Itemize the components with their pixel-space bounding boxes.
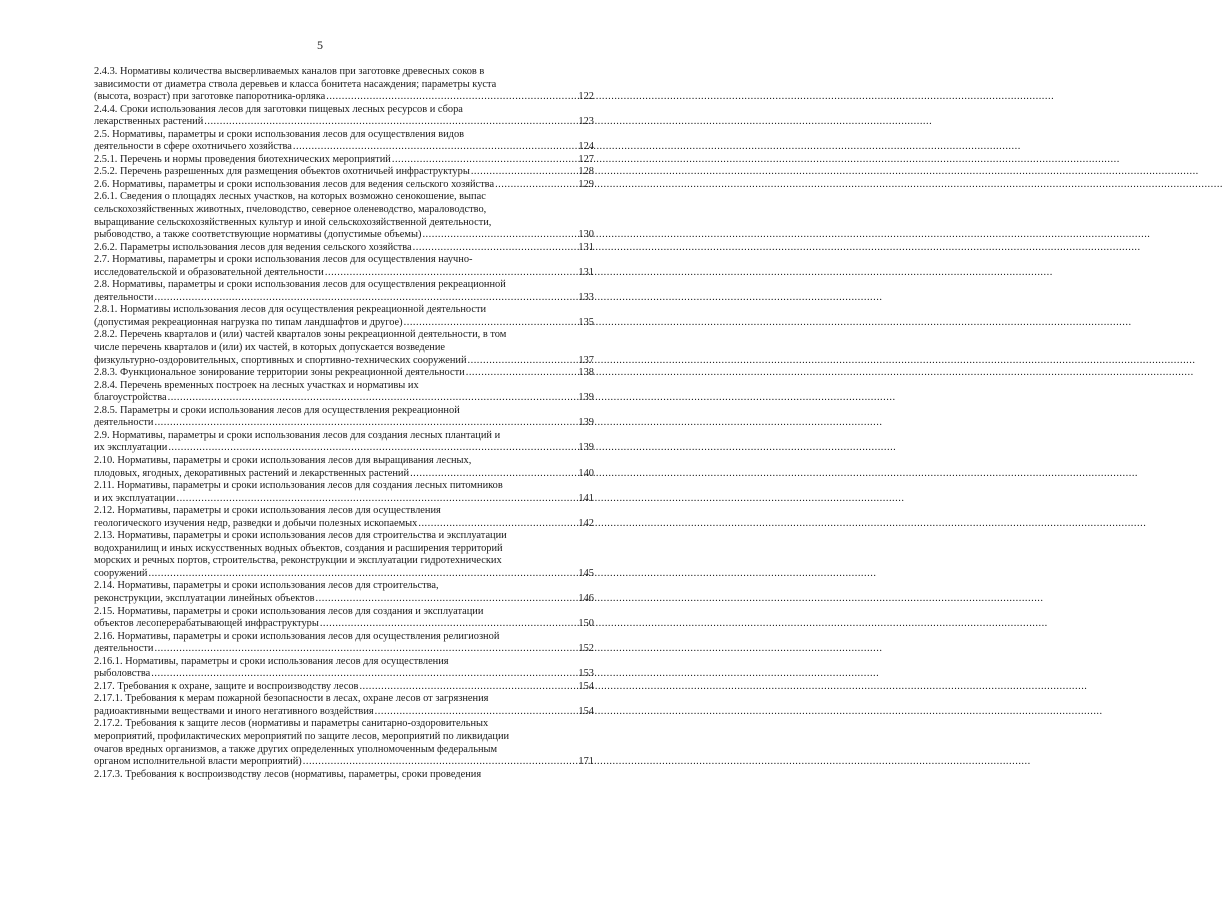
toc-entry [94, 681, 594, 694]
toc-entry [94, 329, 594, 367]
toc-entry-line: деятельности [94, 417, 154, 429]
dot-leader [495, 179, 566, 192]
toc-page-number: 137 [578, 354, 594, 366]
dot-leader [422, 229, 566, 242]
toc-entry-line: физкультурно-оздоровительных, спортивных и спортивно-технических сооружений [94, 354, 467, 366]
toc-entry [94, 129, 594, 154]
dot-leader [154, 643, 566, 656]
toc-entry [94, 580, 594, 605]
toc-entry-line: геологического изучения недр, разведки и добычи полезных ископаемых [94, 517, 418, 529]
toc-entry-line: 2.17.3. Требования к воспроизводству лесов (нормативы, параметры, сроки проведения [94, 768, 482, 780]
toc-entry-line: 2.8. Нормативы, параметры и сроки использования лесов для осуществления рекреационной [94, 279, 506, 291]
toc-entry [94, 505, 594, 530]
dot-leader [154, 417, 566, 430]
dot-leader [316, 593, 566, 606]
toc-entry-line: 2.10. Нормативы, параметры и сроки использования лесов для выращивания лесных, [94, 454, 472, 466]
toc-entry-line: 2.12. Нормативы, параметры и сроки использования лесов для осуществления [94, 505, 441, 517]
toc-entry-line: 2.16. Нормативы, параметры и сроки использования лесов для осуществления религиозной [94, 630, 500, 642]
toc-entry-line: 2.8.3. Функциональное зонирование территории зоны рекреационной деятельности [94, 367, 465, 379]
dot-leader [151, 668, 566, 681]
toc-entry-line: 2.17.2. Требования к защите лесов (нормативы и параметры санитарно-оздоровительных [94, 718, 489, 730]
toc-entry [94, 656, 594, 681]
dot-leader [168, 442, 566, 455]
toc-entry [94, 430, 594, 455]
toc-page-number: 139 [578, 442, 594, 454]
dot-leader [471, 166, 566, 179]
toc-page-number: 154 [578, 705, 594, 717]
dot-leader [413, 242, 566, 255]
toc-entry-line: 2.4.3. Нормативы количества высверливаемых каналов при заготовке древесных соков в [94, 66, 485, 77]
toc-entry-line: их эксплуатации [94, 442, 168, 454]
toc-entry-line: реконструкции, эксплуатации линейных объектов [94, 592, 315, 604]
dot-leader [325, 267, 566, 280]
toc-entry-line: деятельности [94, 291, 154, 303]
toc-entry-line: 2.16.1. Нормативы, параметры и сроки использования лесов для осуществления [94, 655, 449, 667]
toc-page-number: 139 [578, 417, 594, 429]
toc-entry [94, 66, 594, 104]
toc-entry-line: морских и речных портов, строительства, реконструкции и эксплуатации гидротехнических [94, 555, 502, 567]
dot-leader [148, 568, 566, 581]
toc-entry-line: плодовых, ягодных, декоративных растений и лекарственных растений [94, 467, 410, 479]
toc-page-number: 171 [578, 756, 594, 768]
toc-entry [94, 455, 594, 480]
toc-entry-line: 2.4.4. Сроки использования лесов для заготовки пищевых лесных ресурсов и сбора [94, 103, 463, 115]
dot-leader [326, 91, 566, 104]
toc-entry-line: 2.17. Требования к охране, защите и воспроизводству лесов [94, 680, 359, 692]
toc-entry-line: 2.8.5. Параметры и сроки использования лесов для осуществления рекреационной [94, 404, 460, 416]
toc-entry [94, 166, 594, 179]
toc-entry-line: 2.8.2. Перечень кварталов и (или) частей кварталов зоны рекреационной деятельности, в том [94, 329, 507, 341]
dot-leader [410, 468, 566, 481]
toc-page-number: 135 [578, 316, 594, 328]
toc-entry [94, 769, 594, 782]
toc-entry-line: мероприятий, профилактических мероприятий по защите лесов, мероприятий по ликвидации [94, 730, 510, 742]
toc-entry-line: 2.6. Нормативы, параметры и сроки использования лесов для ведения сельского хозяйства [94, 178, 495, 190]
toc-page-number: 129 [578, 178, 594, 190]
toc-entry-line: рыболовства [94, 668, 151, 680]
toc-page-number: 123 [578, 116, 594, 128]
toc-entry-line: 2.6.1. Сведения о площадях лесных участков, на которых возможно сенокошение, выпас [94, 191, 486, 203]
toc-page-number: 152 [578, 643, 594, 655]
toc-entry [94, 154, 594, 167]
toc-entry-line: рыбоводство, а также соответствующие нормативы (допустимые объемы) [94, 229, 422, 241]
toc-entry [94, 367, 594, 380]
toc-page-number: 124 [578, 141, 594, 153]
toc-entry [94, 693, 594, 718]
table-of-contents [94, 66, 594, 781]
toc-page-number: 154 [578, 680, 594, 692]
page-number: 5 [317, 38, 323, 52]
toc-entry-line: деятельности в сфере охотничьего хозяйства [94, 141, 292, 153]
toc-entry [94, 179, 594, 192]
toc-entry-line: 2.17.1. Требования к мерам пожарной безопасности в лесах, охране лесов от загрязнения [94, 693, 489, 705]
toc-entry-line: радиоактивными веществами и иного негативного воздействия [94, 705, 374, 717]
toc-page-number: 133 [578, 291, 594, 303]
toc-entry [94, 606, 594, 631]
toc-entry [94, 480, 594, 505]
toc-page-number: 139 [578, 392, 594, 404]
toc-entry-line: исследовательской и образовательной деятельности [94, 266, 324, 278]
toc-page-number: 127 [578, 153, 594, 165]
toc-page-number: 131 [578, 266, 594, 278]
dot-leader [466, 367, 566, 380]
dot-leader [359, 681, 566, 694]
dot-leader [418, 518, 566, 531]
toc-entry [94, 405, 594, 430]
toc-entry [94, 631, 594, 656]
toc-page-number: 150 [578, 618, 594, 630]
toc-entry-line: очагов вредных организмов, а также других определенных уполномоченным федеральным [94, 743, 498, 755]
toc-entry-line: 2.8.4. Перечень временных построек на лесных участках и нормативы их [94, 379, 419, 391]
toc-entry [94, 279, 594, 304]
toc-entry-line: органом исполнительной власти мероприятий) [94, 756, 302, 768]
toc-entry-line: водохранилищ и иных искусственных водных объектов, создания и расширения территорий [94, 542, 503, 554]
toc-page-number: 138 [578, 367, 594, 379]
toc-entry-line: числе перечень кварталов и (или) их частей, в которых допускается возведение [94, 342, 446, 354]
toc-entry-line: 2.7. Нормативы, параметры и сроки использования лесов для осуществления научно- [94, 254, 473, 266]
toc-entry-line: благоустройства [94, 392, 167, 404]
toc-entry [94, 242, 594, 255]
toc-page-number: 146 [578, 592, 594, 604]
toc-entry-line: и их эксплуатации [94, 492, 176, 504]
toc-page-number: 153 [578, 668, 594, 680]
toc-page-number: 122 [578, 91, 594, 103]
toc-entry [94, 530, 594, 580]
toc-entry [94, 254, 594, 279]
toc-entry-line: (высота, возраст) при заготовке папоротника-орляка [94, 91, 326, 103]
toc-entry [94, 104, 594, 129]
dot-leader [303, 756, 566, 769]
dot-leader [468, 355, 566, 368]
toc-entry-line: сооружений [94, 567, 148, 579]
toc-entry [94, 380, 594, 405]
toc-entry-line: выращивание сельскохозяйственных культур и иной сельскохозяйственной деятельности, [94, 216, 492, 228]
toc-entry [94, 718, 594, 768]
dot-leader [154, 292, 566, 305]
toc-page-number: 130 [578, 229, 594, 241]
toc-entry-line: 2.14. Нормативы, параметры и сроки использования лесов для строительства, [94, 580, 439, 592]
toc-entry-line: 2.15. Нормативы, параметры и сроки использования лесов для создания и эксплуатации [94, 605, 484, 617]
dot-leader [320, 618, 566, 631]
toc-entry-line: зависимости от диаметра ствола деревьев и класса бонитета насаждения; параметры куста [94, 78, 497, 90]
dot-leader [176, 493, 566, 506]
toc-page-number: 145 [578, 567, 594, 579]
dot-leader [404, 317, 566, 330]
toc-entry-line: 2.8.1. Нормативы использования лесов для осуществления рекреационной деятельности [94, 304, 487, 316]
dot-leader [168, 392, 566, 405]
dot-leader [204, 116, 566, 129]
toc-entry-line: сельскохозяйственных животных, пчеловодство, северное оленеводство, мараловодство, [94, 204, 487, 216]
toc-entry-line: 2.11. Нормативы, параметры и сроки использования лесов для создания лесных питомников [94, 480, 503, 492]
toc-entry [94, 191, 594, 241]
dot-leader [375, 706, 566, 719]
toc-entry-line: 2.5.2. Перечень разрешенных для размещения объектов охотничьей инфраструктуры [94, 166, 470, 178]
toc-entry-line: объектов лесоперерабатывающей инфраструктуры [94, 618, 319, 630]
toc-entry-line: 2.5. Нормативы, параметры и сроки использования лесов для осуществления видов [94, 128, 465, 140]
toc-page-number: 140 [578, 467, 594, 479]
toc-entry [94, 304, 594, 329]
toc-entry-line: 2.5.1. Перечень и нормы проведения биотехнических мероприятий [94, 153, 391, 165]
toc-entry-line: лекарственных растений [94, 116, 204, 128]
dot-leader [293, 141, 566, 154]
toc-entry-line: 2.13. Нормативы, параметры и сроки использования лесов для строительства и эксплуатации [94, 530, 507, 542]
toc-entry-line: 2.6.2. Параметры использования лесов для ведения сельского хозяйства [94, 241, 412, 253]
toc-page-number: 131 [578, 241, 594, 253]
dot-leader [392, 154, 566, 167]
toc-page-number: 141 [578, 492, 594, 504]
toc-entry-line: деятельности [94, 643, 154, 655]
toc-page-number: 128 [578, 166, 594, 178]
toc-entry-line: (допустимая рекреационная нагрузка по типам ландшафтов и другое) [94, 316, 403, 328]
toc-entry-line: 2.9. Нормативы, параметры и сроки использования лесов для создания лесных плантаций и [94, 429, 501, 441]
toc-page-number: 142 [578, 517, 594, 529]
